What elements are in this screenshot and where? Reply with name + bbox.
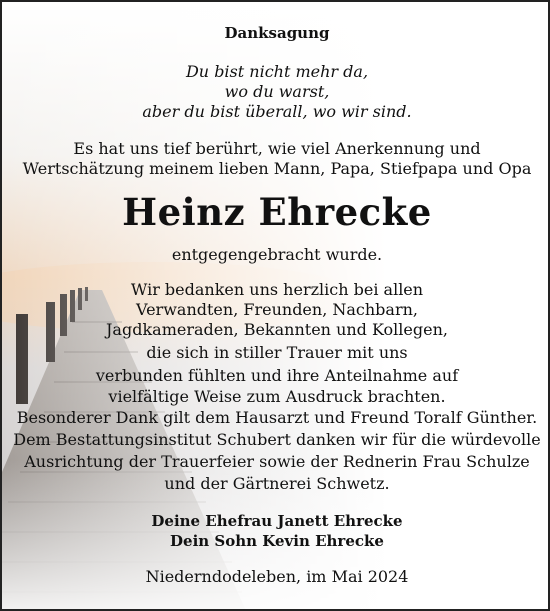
thanks-line: Verwandten, Freunden, Nachbarn, (136, 300, 418, 319)
thanks-line: Besonderer Dank gilt dem Hausarzt und Freund Toralf Günther. (16, 408, 538, 427)
thanks-line: Ausrichtung der Trauerfeier sowie der Rednerin Frau Schulze (24, 452, 530, 471)
thanks-line: die sich in stiller Trauer mit uns (146, 343, 408, 362)
intro-end: entgegengebracht wurde. (171, 245, 383, 264)
thanks-line: Wir bedanken uns herzlich bei allen (130, 280, 424, 299)
intro-line: Es hat uns tief berührt, wie viel Anerkennung und (73, 139, 481, 158)
thanks-line: und der Gärtnerei Schwetz. (164, 474, 390, 493)
deceased-name: Heinz Ehrecke (122, 190, 432, 234)
thanks-line: Jagdkameraden, Bekannten und Kollegen, (106, 320, 448, 339)
verse-line: Du bist nicht mehr da, (185, 62, 369, 81)
thanks-line: Dem Bestattungsinstitut Schubert danken wir für die würdevolle (13, 430, 541, 449)
thanks-line: vielfältige Weise zum Ausdruck brachten. (108, 387, 446, 406)
verse-line: aber du bist überall, wo wir sind. (142, 102, 412, 121)
place-and-date: Niederndodeleben, im Mai 2024 (145, 567, 409, 586)
signature-line: Deine Ehefrau Janett Ehrecke (151, 512, 403, 530)
thanks-line: verbunden fühlten und ihre Anteilnahme auf (95, 366, 459, 385)
intro-line: Wertschätzung meinem lieben Mann, Papa, Stiefpapa und Opa (22, 159, 532, 178)
verse-line: wo du warst, (224, 82, 330, 101)
heading: Danksagung (224, 24, 330, 42)
signature-line: Dein Sohn Kevin Ehrecke (170, 532, 384, 550)
